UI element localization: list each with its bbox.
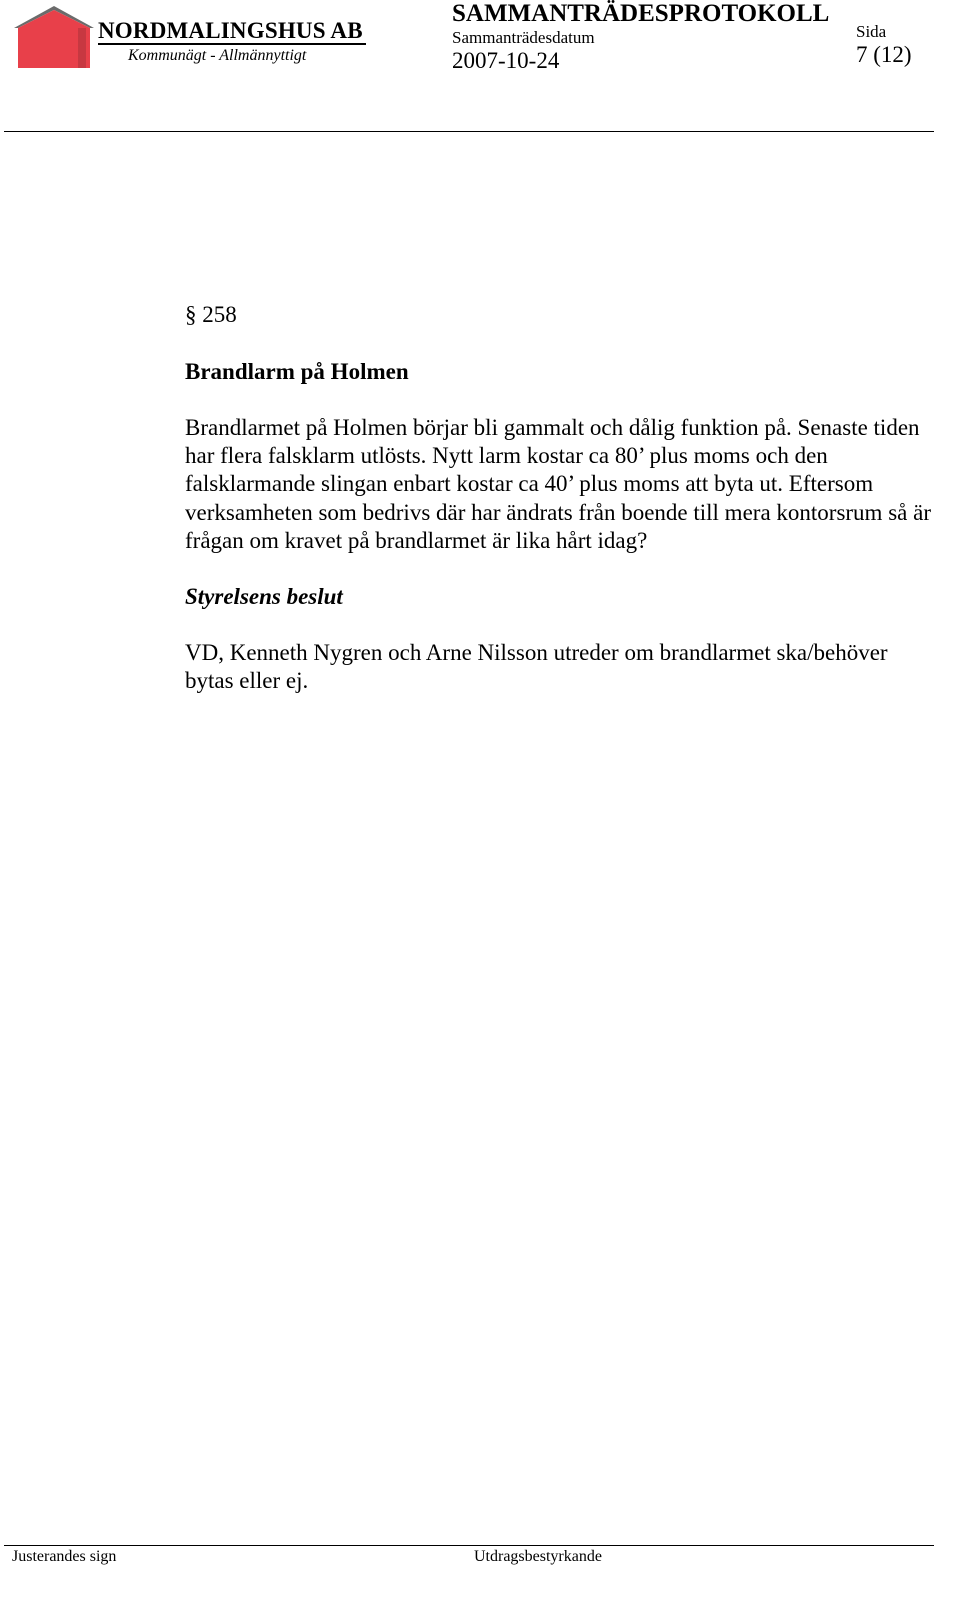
page-label: Sida [856, 22, 887, 41]
footer-utdragsbestyrkande: Utdragsbestyrkande [474, 1548, 602, 1565]
page-number: 7 (12) [856, 42, 912, 67]
section-body-paragraph: Brandlarmet på Holmen börjar bli gammalt och dålig funktion på. Senaste tiden har flera falsklarm utlösts. Nytt larm kostar ca 80’ plus moms och den falsklarmande slingan enbart kostar ca 40’ plus moms att byta ut. Eftersom verksamheten som bedrivs där har ändrats från boende till mera kontorsrum så är frågan om kravet på brandlarmet är lika hårt idag? [185, 415, 931, 553]
meeting-date-label: Sammanträdesdatum [452, 28, 595, 47]
document-title: SAMMANTRÄDESPROTOKOLL [452, 0, 830, 27]
organization-underline [98, 43, 366, 45]
footer-divider [4, 1545, 934, 1546]
organization-name: NORDMALINGSHUS AB [98, 18, 363, 43]
decision-text: VD, Kenneth Nygren och Arne Nilsson utreder om brandlarmet ska/behöver bytas eller ej. [185, 640, 888, 694]
footer-justerandes-sign: Justerandes sign [12, 1548, 117, 1565]
section-number: § 258 [185, 302, 237, 327]
house-logo-icon [14, 6, 94, 68]
meeting-date-value: 2007-10-24 [452, 48, 560, 73]
organization-tagline: Kommunägt - Allmännyttigt [128, 47, 307, 64]
header-divider [4, 131, 934, 132]
decision-heading: Styrelsens beslut [185, 584, 343, 609]
section-title: Brandlarm på Holmen [185, 359, 409, 384]
